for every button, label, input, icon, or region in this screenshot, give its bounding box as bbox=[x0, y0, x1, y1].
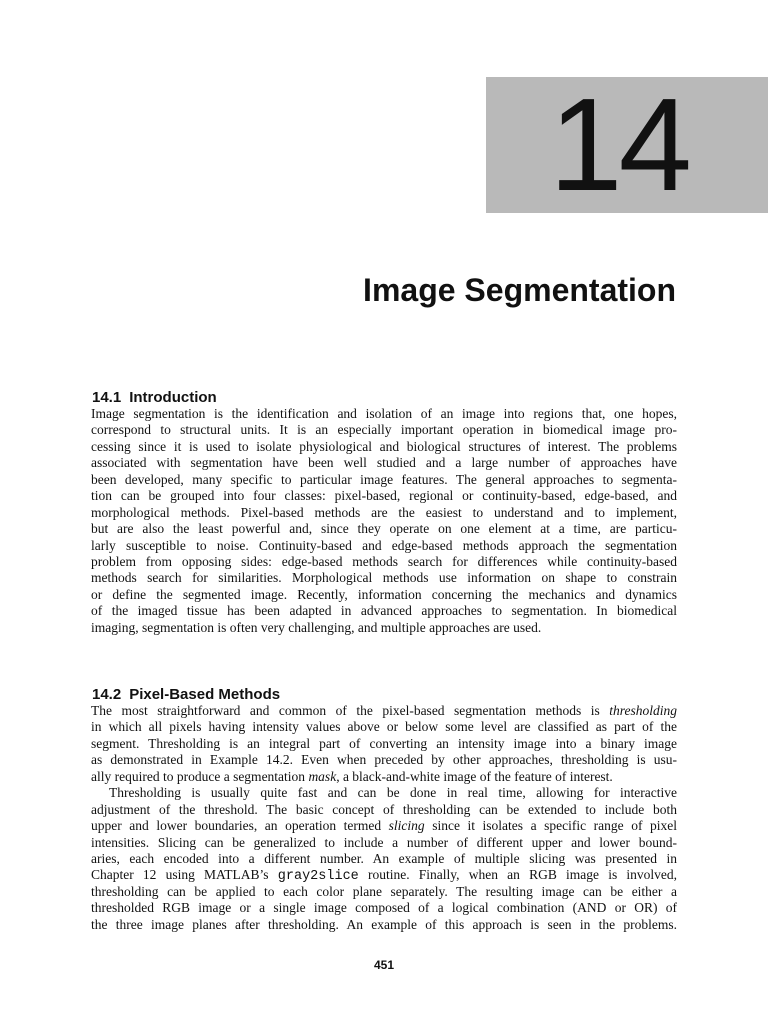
term-slicing: slicing bbox=[388, 818, 425, 834]
text-line: morphological methods. Pixel-based methods are the easiest to understand and to implement, bbox=[91, 504, 677, 520]
text-line: Chapter 12 using MATLAB’s gray2slice routine. Finally, when an RGB image is involved, bbox=[91, 867, 677, 884]
section-number: 14.1 bbox=[92, 389, 122, 406]
chapter-number-box bbox=[486, 71, 768, 218]
text-line: Thresholding is usually quite fast and can be done in real time, allowing for interactive bbox=[109, 785, 677, 801]
text-line: problem from opposing sides: edge-based methods search for differences while continuity-based bbox=[91, 553, 677, 569]
text-line: in which all pixels having intensity values above or below some level are classified as part of the bbox=[91, 719, 677, 735]
text-line: Image segmentation is the identification and isolation of an image into regions that, one hopes, bbox=[91, 406, 677, 421]
text-line: aries, each encoded into a different number. An example of multiple slicing was presented in bbox=[91, 850, 677, 866]
text-line: larly susceptible to noise. Continuity-based and edge-based methods approach the segmentation bbox=[91, 537, 677, 553]
code-gray2slice: gray2slice bbox=[277, 869, 359, 884]
page-number: 451 bbox=[373, 958, 395, 972]
term-thresholding: thresholding bbox=[609, 703, 677, 718]
text-line: associated with segmentation have been well studied and a large number of approaches have bbox=[91, 455, 677, 471]
text-line: ally required to produce a segmentation mask, a black-and-white image of the feature of interest. bbox=[91, 768, 613, 784]
text-line: imaging, segmentation is often very challenging, and multiple approaches are used. bbox=[91, 619, 542, 635]
chapter-number: 14 bbox=[549, 71, 688, 218]
text-line: adjustment of the threshold. The basic concept of thresholding can be extended to include both bbox=[91, 801, 677, 817]
text-line: thresholding can be applied to each color plane separately. The resulting image can be either a bbox=[91, 883, 677, 899]
text-line: the three image planes after thresholding. An example of this approach is seen in the problems. bbox=[91, 916, 677, 932]
section-heading-pixel-based-methods bbox=[92, 686, 280, 704]
text-line: tion can be grouped into four classes: pixel-based, regional or continuity-based, edge-based, and bbox=[91, 488, 677, 504]
term-mask: mask bbox=[308, 768, 337, 784]
introduction-paragraph bbox=[91, 406, 677, 636]
text-line: segment. Thresholding is an integral part of converting an intensity image into a binary image bbox=[91, 735, 677, 751]
text-line: intensities. Slicing can be generalized to include a number of different upper and lower bound- bbox=[91, 834, 677, 850]
section-number: 14.2 bbox=[92, 686, 122, 703]
text-line: been developed, many specific to particular image features. The general approaches to segmenta- bbox=[91, 471, 677, 487]
section-title: Pixel-Based Methods bbox=[129, 686, 281, 703]
pixel-based-methods-paragraphs bbox=[91, 703, 677, 933]
text-line: or define the segmented image. Recently, information concerning the mechanics and dynamics bbox=[91, 586, 677, 602]
text-line: thresholded RGB image or a single image composed of a logical combination (AND or OR) of bbox=[91, 900, 677, 916]
text-line: The most straightforward and common of the pixel-based segmentation methods is thresholding bbox=[91, 703, 677, 718]
text-line: as demonstrated in Example 14.2. Even when preceded by other approaches, thresholding is usu- bbox=[91, 752, 677, 768]
text-line: of the imaged tissue has been adapted in advanced approaches to segmentation. In biomedical bbox=[91, 603, 677, 619]
text-line: correspond to structural units. It is an especially important operation in biomedical image pro- bbox=[91, 422, 677, 438]
text-line: cessing since it is used to isolate physiological and biological structures of interest. The problems bbox=[91, 438, 677, 454]
text-line: but are also the least powerful and, since they operate on one element at a time, are particu- bbox=[91, 521, 677, 537]
section-heading-introduction bbox=[92, 389, 217, 407]
text-line: methods search for similarities. Morphological methods use information on shape to constrain bbox=[91, 570, 677, 586]
section-title: Introduction bbox=[129, 389, 217, 406]
text-line: upper and lower boundaries, an operation termed slicing since it isolates a specific range of pixel bbox=[91, 818, 677, 834]
chapter-title: Image Segmentation bbox=[363, 272, 676, 308]
